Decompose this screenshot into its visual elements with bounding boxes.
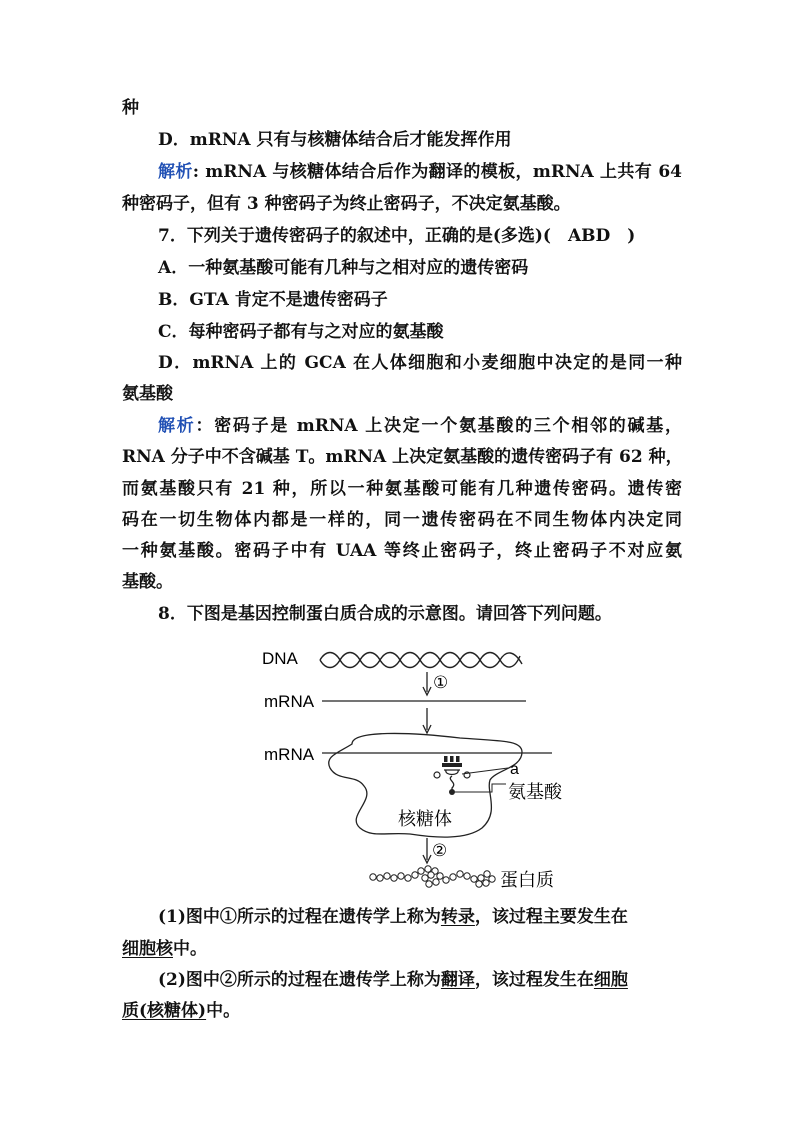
answer-translation: 翻译 [440,970,475,990]
amino-acid-dot [449,789,455,795]
step-2-label: ② [432,841,448,860]
subquestion-text: 中。 [206,1001,241,1021]
question-7: 7．下列关于遗传密码子的叙述中，正确的是(多选)( ABD ) [158,226,636,246]
subquestion-1-cont [122,938,682,960]
ribosome-label: 核糖体 [398,809,452,829]
subquestion-1 [158,906,682,928]
analysis-line [158,415,682,437]
analysis-label: 解析 [158,162,193,182]
text-line: 基酸。 [122,572,173,592]
option-c: C．每种密码子都有与之对应的氨基酸 [158,322,444,342]
mrna-label-2: mRNA [264,745,315,764]
subquestion-text: ，该过程主要发生在 [474,907,628,927]
mrna-label-1: mRNA [264,692,315,711]
analysis-label: 解析 [158,416,196,436]
answer-transcription: 转录 [440,907,475,927]
text-line: RNA 分子中不含碱基 T。mRNA 上决定氨基酸的遗传密码子有 62 种， [122,447,683,467]
analysis-text: ：密码子是 mRNA 上决定一个氨基酸的三个相邻的碱基， [195,416,682,436]
label-a: a [510,761,519,778]
amino-acid-label: 氨基酸 [508,782,562,802]
step-1-label: ① [433,673,449,692]
subquestion-text: 中。 [173,939,207,959]
answer-cytoplasm-ribosome: 质(核糖体) [122,1001,207,1021]
subquestion-2-cont [122,1000,682,1022]
text-line: 而氨基酸只有 21 种，所以一种氨基酸可能有几种遗传密码。遗传密 [122,479,682,499]
option-a: A．一种氨基酸可能有几种与之相对应的遗传密码 [158,258,529,278]
analysis-line [158,161,682,183]
text-line: 码在一切生物体内都是一样的，同一遗传密码在不同生物体内决定同 [122,510,682,530]
subquestion-2 [158,969,682,991]
protein-chain [370,866,495,887]
dna-strand-2 [320,653,522,668]
option-d: D．mRNA 只有与核糖体结合后才能发挥作用 [158,130,512,150]
text-line: 一种氨基酸。密码子中有 UAA 等终止密码子，终止密码子不对应氨 [122,541,682,561]
analysis-text: : mRNA 与核糖体结合后作为翻译的模板，mRNA 上共有 64 [192,162,683,182]
subquestion-text: (2)图中②所示的过程在遗传学上称为 [158,970,441,990]
text-line: 种密码子，但有 3 种密码子为终止密码子，不决定氨基酸。 [122,194,571,214]
option-d: D．mRNA 上的 GCA 在人体细胞和小麦细胞中决定的是同一种 [158,353,682,373]
dna-label: DNA [262,649,298,668]
text-line: 氨基酸 [122,384,173,404]
subquestion-text: (1)图中①所示的过程在遗传学上称为 [158,907,441,927]
protein-label: 蛋白质 [500,870,554,890]
gene-expression-diagram [260,642,580,898]
option-b: B．GTA 肯定不是遗传密码子 [158,290,388,310]
answer-cytoplasm: 细胞 [593,970,628,990]
answer-nucleus: 细胞核 [122,939,173,959]
subquestion-text: ，该过程发生在 [474,970,594,990]
text-line: 种 [122,98,139,118]
question-8: 8．下图是基因控制蛋白质合成的示意图。请回答下列问题。 [158,604,612,624]
